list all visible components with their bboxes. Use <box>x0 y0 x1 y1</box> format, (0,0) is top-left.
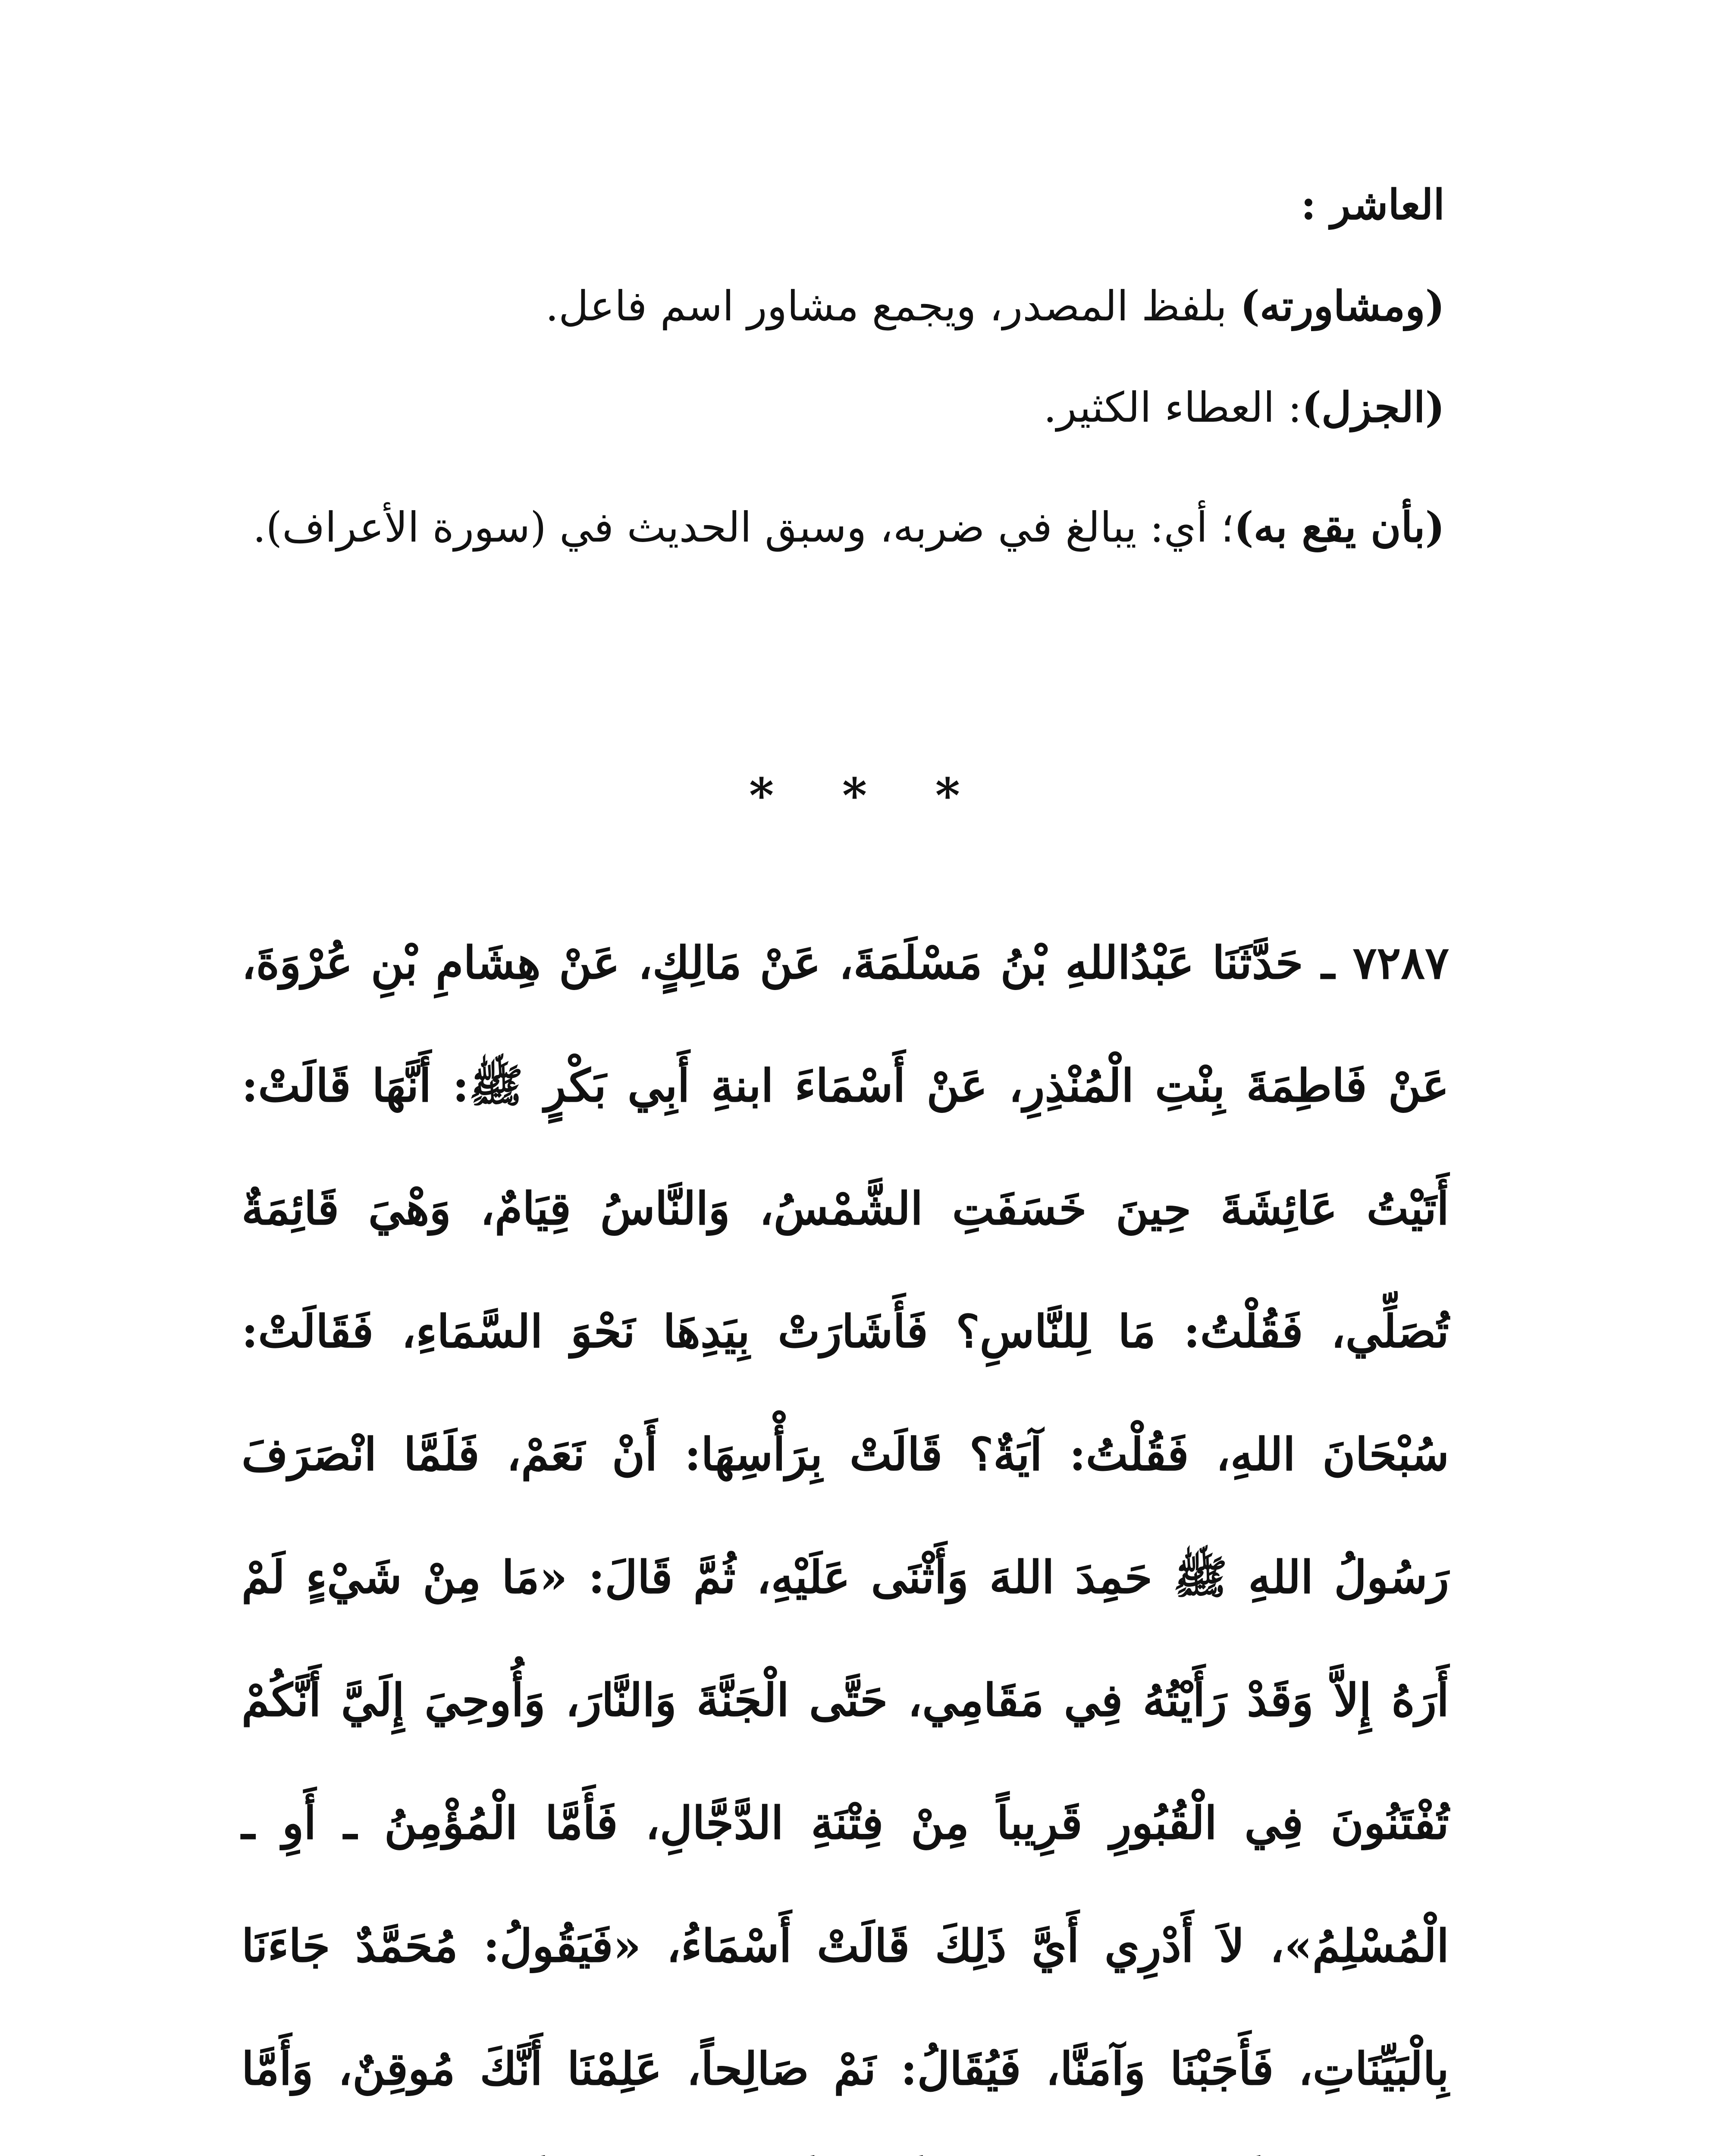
note-an-yaqa-bih <box>242 476 1445 578</box>
note-jazl <box>242 375 1445 440</box>
note-text: : العطاء الكثير. <box>1043 383 1302 432</box>
note-text: ؛ أي: يبالغ في ضربه، وسبق الحديث في (سورة الأعراف). <box>253 503 1234 552</box>
commentary-notes <box>242 172 1445 615</box>
note-text: بلفظ المصدر، ويجمع مشاور اسم فاعل. <box>545 282 1240 330</box>
hadith-7287-text: ٧٢٨٧ ـ حَدَّثَنَا عَبْدُاللهِ بْنُ مَسْلَمَةَ، عَنْ مَالِكٍ، عَنْ هِشَامِ بْنِ عُرْوَةَ، عَنْ فَاطِمَةَ بِنْتِ الْمُنْذِرِ، عَنْ أَسْمَاءَ ابنةِ أَبِي بَكْرٍ ﷺ: أَنَّهَا قَالَتْ: أَتَيْتُ عَائِشَةَ حِينَ خَسَفَتِ الشَّمْسُ، وَالنَّاسُ قِيَامٌ، وَهْيَ قَائِمَةٌ تُصَلِّي، فَقُلْتُ: مَا لِلنَّاسِ؟ فَأَشَارَتْ بِيَدِهَا نَحْوَ السَّمَاءِ، فَقَالَتْ: سُبْحَانَ اللهِ، فَقُلْتُ: آيَةٌ؟ قَالَتْ بِرَأْسِهَا: أَنْ نَعَمْ، فَلَمَّا انْصَرَفَ رَسُولُ اللهِ ﷺ حَمِدَ اللهَ وَأَثْنَى عَلَيْهِ، ثُمَّ قَالَ: «مَا مِنْ شَيْءٍ لَمْ أَرَهُ إِلاَّ وَقَدْ رَأَيْتُهُ فِي مَقَامِي، حَتَّى الْجَنَّةَ وَالنَّارَ، وَأُوحِيَ إِلَيَّ أَنَّكُمْ تُفْتَنُونَ فِي الْقُبُورِ قَرِيباً مِنْ فِتْنَةِ الدَّجَّالِ، فَأَمَّا الْمُؤْمِنُ ـ أَوِ ـ الْمُسْلِمُ»، لاَ أَدْرِي أَيَّ ذَلِكَ قَالَتْ أَسْمَاءُ، «فَيَقُولُ: مُحَمَّدٌ جَاءَنَا بِالْبَيِّنَاتِ، فَأَجَبْنَا وَآمَنَّا، فَيُقَالُ: نَمْ صَالِحاً، عَلِمْنَا أَنَّكَ مُوقِنٌ، وَأَمَّا <box>242 936 1449 2095</box>
notes-heading: العاشر : <box>1301 180 1445 229</box>
section-separator: * * * <box>749 768 986 823</box>
note-term: (ومشاورته) <box>1240 282 1445 330</box>
note-term: (بأن يقع به) <box>1234 503 1445 552</box>
note-mushawaratuh <box>242 274 1445 338</box>
note-term: (الجزل) <box>1302 383 1445 432</box>
